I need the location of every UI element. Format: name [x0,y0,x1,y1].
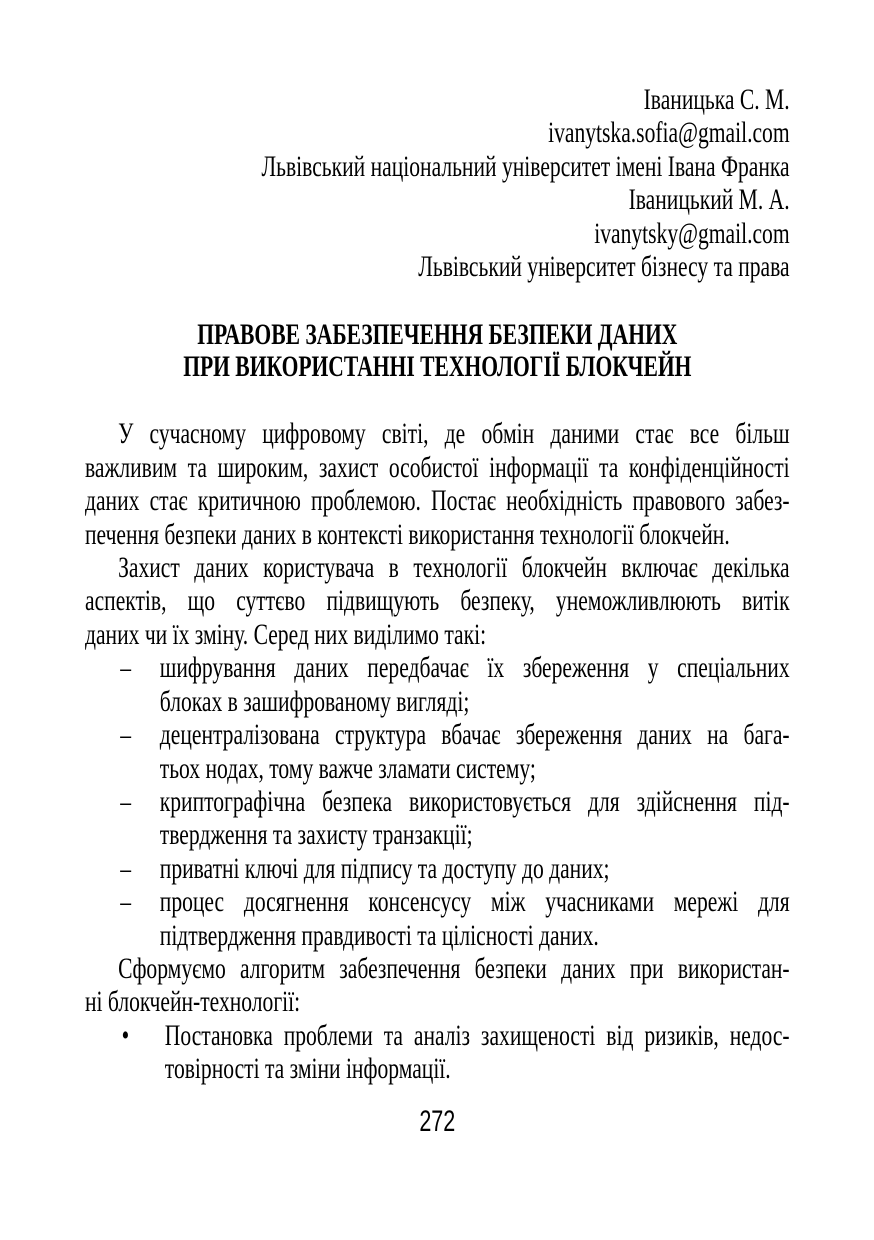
text-line: процес досягнення консенсусу між учасниками мережі для [159,885,790,919]
author-name: Іваницька С. М. [643,83,790,116]
author-email: ivanytsky@gmail.com [594,216,790,250]
list-item [85,651,790,718]
text-line: Сформуємо алгоритм забезпечення безпеки даних при використан- [118,951,790,985]
paragraph-algorithm [85,952,790,1019]
text-line: приватні ключі для підпису та доступу до даних; [159,851,610,885]
text-line: печення безпеки даних в контексті використання технології блокчейн. [85,517,730,551]
paragraph-intro [85,417,790,551]
article-title-line: ПРАВОВЕ ЗАБЕЗПЕЧЕННЯ БЕЗПЕКИ ДАНИХ [197,318,678,352]
page-number: 272 [419,1104,456,1138]
author-affiliation: Львівський університет бізнесу та права [418,250,790,284]
page-content [85,0,790,1138]
text-line: децентралізована структура вбачає збереження даних на бага- [159,718,790,752]
text-line: У сучасному цифровому світі, де обмін даними стає все більш [118,417,790,451]
paragraph-aspects [85,551,790,651]
list-item [85,852,790,885]
text-line: важливим та широким, захист особистої інформації та конфіденційності [85,450,790,484]
author-email: ivanytska.sofia@gmail.com [548,116,790,150]
dash-marker: – [120,718,132,752]
list-item [85,718,790,785]
list-item [85,785,790,852]
author-affiliation: Львівський національний університет імені Івана Франка [261,149,790,183]
article-body [85,417,790,1085]
text-line: товірності та зміни інформації. [164,1052,451,1086]
text-line: даних стає критичною проблемою. Постає необхідність правового забез- [85,484,790,518]
text-line: блоках в зашифрованому вигляді; [159,684,470,718]
text-line: аспектів, що суттєво підвищують безпеку, унеможливлюють витік [85,584,790,618]
article-title-line: ПРИ ВИКОРИСТАННІ ТЕХНОЛОГІЇ БЛОКЧЕЙН [183,350,692,384]
text-line: тьох нодах, тому важче зламати систему; [159,751,536,785]
bullet-list [85,1019,790,1086]
text-line: Захист даних користувача в технології блокчейн включає декілька [118,551,790,585]
text-line: ні блокчейн-технології: [85,985,301,1019]
dash-marker: – [120,851,132,885]
text-line: підтвердження правдивості та цілісності даних. [159,918,599,952]
list-item [85,1019,790,1086]
text-line: криптографічна безпека використовується для здійснення під- [159,784,790,818]
author-name: Іваницький М. А. [628,183,790,217]
text-line: шифрування даних передбачає їх збереження у спеціальних [159,651,790,685]
text-line: даних чи їх зміну. Серед них виділимо такі: [85,617,487,651]
bullet-marker: • [121,1018,130,1052]
dash-marker: – [120,784,132,818]
list-item [85,885,790,952]
author-block [85,83,790,283]
text-line: твердження та захисту транзакції; [159,818,473,852]
dash-marker: – [120,885,132,919]
article-title [85,319,790,383]
dash-list [85,651,790,952]
text-line: Постановка проблеми та аналіз захищеності від ризиків, недос- [164,1018,790,1052]
dash-marker: – [120,651,132,685]
